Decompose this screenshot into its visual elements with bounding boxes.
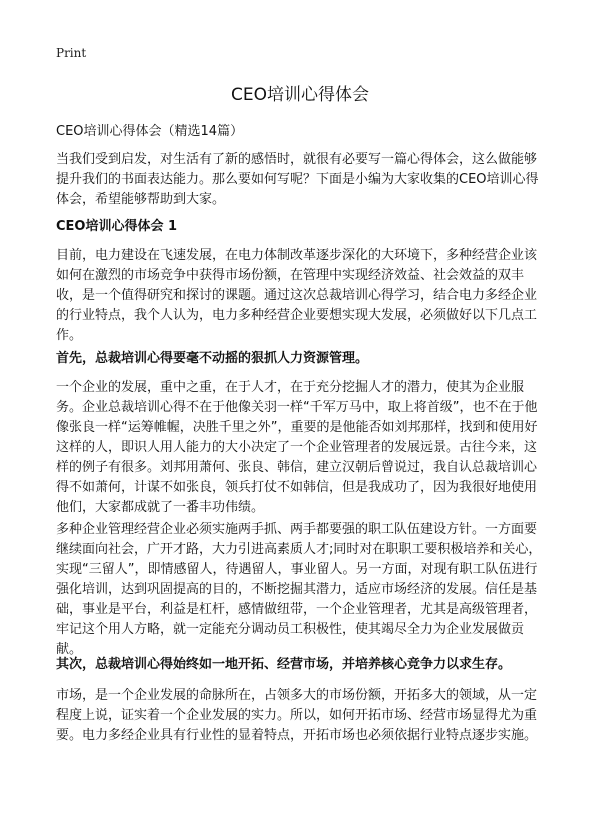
section-heading-1: CEO培训心得体会 1 <box>56 219 178 234</box>
print-label: Print <box>56 46 87 60</box>
page-title: CEO培训心得体会 <box>231 85 369 105</box>
paragraph-4: 市场，是一个企业发展的命脉所在，占领多大的市场份额，开拓多大的领域，从一定程度上说，证实着一个企业发展的实力。所以，如何开拓市场、经营市场显得尤为重要。电力多经企业具有行业性的显着特点，开拓市场也必须依据行业特点逐步实施。 <box>56 688 538 743</box>
section-heading-3: 其次，总裁培训心得始终如一地开拓、经营市场，并培养核心竞争力以求生存。 <box>56 657 512 672</box>
paragraph-3: 多种企业管理经营企业必须实施两手抓、两手都要强的职工队伍建设方针。一方面要继续面向社会，广开才路，大力引进高素质人才;同时对在职职工要积极培养和关心，实现“三留人”，即情感留人，待遇留人，事业留人。另一方面，对现有职工队伍进行强化培训，达到巩固提高的目的，不断挖掘其潜力，适应市场经济的发展。信任是基础，事业是平台，利益是杠杆，感情做纽带，一个企业管理者，尤其是高级管理者，牢记这个用人方略，就一定能充分调动员工积极性，使其竭尽全力为企业发展做贡献。 <box>56 522 542 657</box>
intro-paragraph: 当我们受到启发，对生活有了新的感悟时，就很有必要写一篇心得体会，这么做能够提升我们的书面表达能力。那么要如何写呢？下面是小编为大家收集的CEO培训心得体会，希望能够帮助到大家。 <box>56 152 539 207</box>
paragraph-2: 一个企业的发展，重中之重，在于人才，在于充分挖掘人才的潜力，使其为企业服务。企业总裁培训心得不在于他像关羽一样“千军万马中，取上将首级”，也不在于他像张良一样“运筹帷幄，决胜千里之外”，重要的是他能否如刘邦那样，找到和使用好这样的人，即识人用人能力的大小决定了一个企业管理者的发展远景。古往今来，这样的例子有很多。刘邦用萧何、张良、韩信，建立汉朝后曾说过，我自认总裁培训心得不如萧何，计谋不如张良，领兵打仗不如韩信，但是我成功了，因为我很好地使用他们，大家都成就了一番丰功伟绩。 <box>56 380 538 515</box>
subtitle: CEO培训心得体会（精选14篇） <box>56 124 244 139</box>
section-heading-2: 首先，总裁培训心得要毫不动摇的狠抓人力资源管理。 <box>56 351 369 366</box>
paragraph-1: 目前，电力建设在飞速发展，在电力体制改革逐步深化的大环境下，多种经营企业该如何在激烈的市场竞争中获得市场份额，在管理中实现经济效益、社会效益的双丰收，是一个值得研究和探讨的课题。通过这次总裁培训心得学习，结合电力多经企业的行业特点，我个人认为，电力多种经营企业要想实现大发展，必须做好以下几点工作。 <box>56 248 538 343</box>
